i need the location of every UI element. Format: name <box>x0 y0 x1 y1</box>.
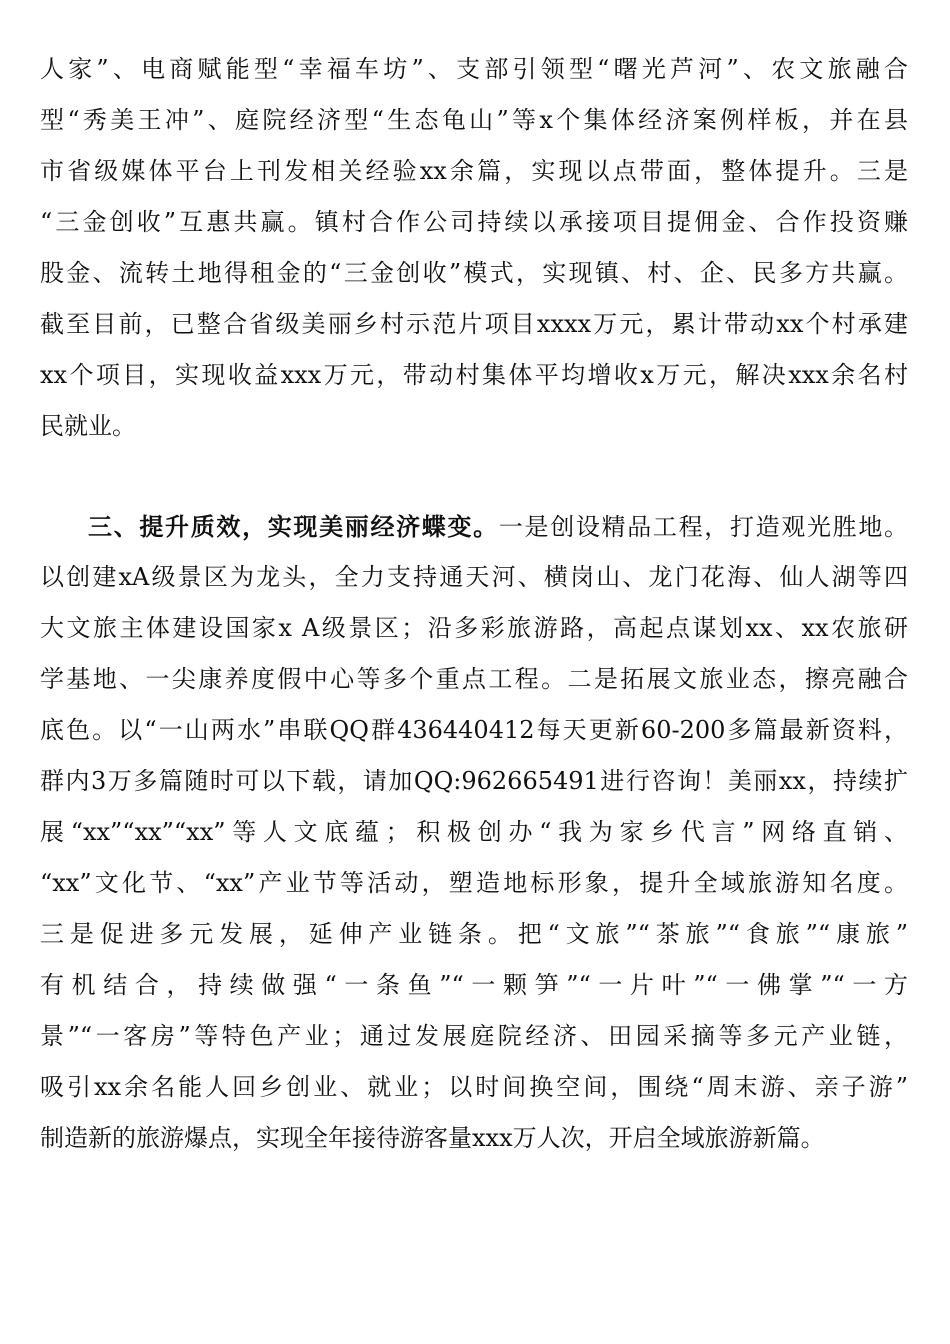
paragraph-line: “xx”文化节、“xx”产业节等活动，塑造地标形象，提升全域旅游知名度。 <box>40 869 908 897</box>
paragraph-line: 有机结合，持续做强“一条鱼”“一颗笋”“一片叶”“一佛掌”“一方 <box>40 971 908 999</box>
paragraph-line: 人家”、电商赋能型“幸福车坊”、支部引领型“曙光芦河”、农文旅融合 <box>40 55 908 83</box>
paragraph-2 <box>40 501 908 1164</box>
paragraph-line: 制造新的旅游爆点，实现全年接待游客量xxx万人次，开启全域旅游新篇。 <box>40 1124 825 1152</box>
paragraph-1 <box>40 44 908 452</box>
paragraph-first-line <box>40 501 908 552</box>
paragraph-line: xx个项目，实现收益xxx万元，带动村集体平均增收x万元，解决xxx余名村 <box>40 361 908 389</box>
paragraph-line: 景”“一客房”等特色产业；通过发展庭院经济、田园采摘等多元产业链， <box>40 1022 908 1050</box>
paragraph-line: 吸引xx余名能人回乡创业、就业；以时间换空间，围绕“周末游、亲子游” <box>40 1073 908 1101</box>
paragraph-line: 学基地、一尖康养度假中心等多个重点工程。二是拓展文旅业态，擦亮融合 <box>40 665 908 693</box>
section-heading: 三、提升质效，实现美丽经济蝶变。 <box>88 512 499 541</box>
paragraph-line: “三金创收”互惠共赢。镇村合作公司持续以承接项目提佣金、合作投资赚 <box>40 208 908 236</box>
paragraph-line: 以创建xA级景区为龙头，全力支持通天河、横岗山、龙门花海、仙人湖等四 <box>40 563 908 591</box>
paragraph-line: 截至目前，已整合省级美丽乡村示范片项目xxxx万元，累计带动xx个村承建 <box>40 310 908 338</box>
paragraph-line: 大文旅主体建设国家x A级景区；沿多彩旅游路，高起点谋划xx、xx农旅研 <box>40 614 908 642</box>
paragraph-line: 民就业。 <box>40 412 136 440</box>
paragraph-line: 底色。以“一山两水”串联QQ群436440412每天更新60-200多篇最新资料， <box>40 716 908 744</box>
document-body <box>40 44 908 1164</box>
paragraph-spacer <box>40 452 908 501</box>
paragraph-line: 型“秀美王冲”、庭院经济型“生态龟山”等x个集体经济案例样板，并在县 <box>40 106 908 134</box>
paragraph-line: 三是促进多元发展，延伸产业链条。把“文旅”“茶旅”“食旅”“康旅” <box>40 920 908 948</box>
paragraph-line-rest: 一是创设精品工程，打造观光胜地。 <box>498 513 908 541</box>
paragraph-line: 股金、流转土地得租金的“三金创收”模式，实现镇、村、企、民多方共赢。 <box>40 259 908 287</box>
paragraph-line: 市省级媒体平台上刊发相关经验xx余篇，实现以点带面，整体提升。三是 <box>40 157 908 185</box>
paragraph-line: 展“xx”“xx”“xx”等人文底蕴；积极创办“我为家乡代言”网络直销、 <box>40 818 908 846</box>
paragraph-line: 群内3万多篇随时可以下载，请加QQ:962665491进行咨询！美丽xx，持续扩 <box>40 767 908 795</box>
